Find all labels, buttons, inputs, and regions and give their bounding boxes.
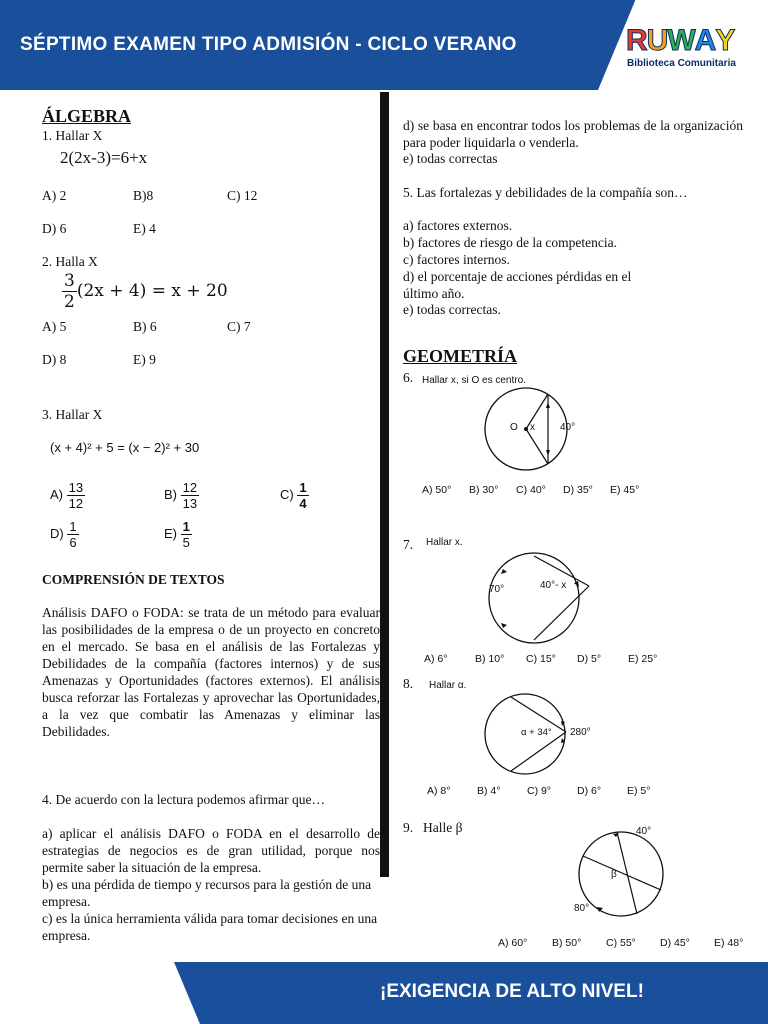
q7-circle	[489, 553, 579, 643]
q9-label-top: 40°	[636, 826, 652, 837]
ruway-logo	[626, 24, 734, 58]
q9-option-c: C) 55°	[606, 937, 636, 949]
q7-figure	[474, 548, 604, 648]
q6-center-dot	[524, 427, 528, 431]
exam-title: SÉPTIMO EXAMEN TIPO ADMISIÓN - CICLO VERANO	[20, 34, 517, 55]
q8-prompt: Hallar α.	[429, 680, 467, 691]
q3-option-c-den: 4	[299, 496, 307, 511]
q3-option-a-letter: A)	[50, 486, 63, 502]
q3-option-d-den: 6	[69, 535, 77, 550]
q9-chord-1	[583, 856, 661, 890]
q7-option-c: C) 15°	[526, 653, 556, 665]
q7-option-d: D) 5°	[577, 653, 602, 665]
reading-heading: COMPRENSIÓN DE TEXTOS	[42, 572, 225, 587]
q6-arrow-bottom	[546, 450, 550, 456]
q2-eq-numerator: 3	[64, 271, 75, 291]
q7-arrow-bottom	[501, 623, 507, 628]
logo-letter: U	[646, 24, 668, 57]
q6-radius-bottom	[526, 429, 548, 464]
footer-slogan: ¡EXIGENCIA DE ALTO NIVEL!	[380, 981, 644, 1002]
q7-number: 7.	[403, 537, 414, 552]
q2-eq-denominator: 2	[64, 292, 75, 312]
q6-option-a: A) 50°	[422, 484, 452, 496]
q3-option-b-num: 12	[182, 480, 198, 495]
q6-label-angle: 40°	[560, 422, 576, 433]
q9-options	[498, 937, 743, 949]
q1-option-e: E) 4	[133, 221, 156, 236]
q7-arrow-top	[501, 569, 507, 574]
q3-option-a-num: 13	[68, 480, 84, 495]
q9-number: 9.	[403, 820, 414, 835]
q3-equation: (x + 4)² + 5 = (x − 2)² + 30	[50, 440, 200, 455]
q2-option-b: B) 6	[133, 319, 157, 334]
q7-label-left: 70°	[489, 584, 505, 595]
q7-arrow-right	[574, 581, 579, 587]
logo-letter: W	[667, 24, 695, 57]
q7-option-a: A) 6°	[424, 653, 448, 665]
q8-option-c: C) 9°	[527, 785, 552, 797]
q1-prompt: 1. Hallar X	[42, 128, 103, 143]
q6-prompt: Hallar x, si O es centro.	[422, 375, 526, 386]
q8-option-b: B) 4°	[477, 785, 501, 797]
q6-options	[422, 484, 639, 496]
q6-label-o: O	[510, 422, 518, 433]
q3-option-b-den: 13	[182, 496, 198, 511]
q5-option-e: e) todas correctas.	[403, 302, 501, 317]
q7-label-inner: 40°- x	[540, 580, 567, 591]
logo-letter: Y	[715, 24, 735, 57]
q1-equation: 2(2x-3)=6+x	[60, 148, 148, 167]
q8-options	[427, 785, 650, 797]
logo-letter: A	[694, 24, 716, 57]
q3-prompt: 3. Hallar X	[42, 407, 103, 422]
q3-option-b-letter: B)	[164, 486, 177, 502]
q3-option-d-num: 1	[69, 519, 77, 534]
q6-number: 6.	[403, 370, 414, 385]
q1-option-c: C) 12	[227, 188, 258, 203]
q8-number: 8.	[403, 676, 414, 691]
q1-option-d: D) 6	[42, 221, 67, 236]
q8-option-e: E) 5°	[627, 785, 651, 797]
q9-label-bottom: 80°	[574, 903, 590, 914]
q8-label-inner: α + 34°	[521, 727, 552, 738]
q2-eq-rest: (2x + 4) = x + 20	[76, 281, 228, 301]
q2-equation	[62, 271, 228, 312]
q3-option-c-letter: C)	[280, 486, 294, 502]
q2-option-c: C) 7	[227, 319, 251, 334]
q9-figure	[575, 828, 675, 920]
q6-arrow-top	[546, 402, 550, 408]
q6-option-b: B) 30°	[469, 484, 499, 496]
q7-secant-bottom	[534, 586, 589, 640]
q3-option-a-den: 12	[68, 496, 84, 511]
q7-option-e: E) 25°	[628, 653, 658, 665]
q9-option-d: D) 45°	[660, 937, 690, 949]
q5-option-a: a) factores externos.	[403, 218, 513, 233]
q6-figure	[470, 384, 600, 480]
q5-prompt: 5. Las fortalezas y debilidades de la compañía son…	[403, 185, 688, 200]
q9-option-e: E) 48°	[714, 937, 744, 949]
q5-option-d-line2: último año.	[403, 286, 465, 301]
q8-option-a: A) 8°	[427, 785, 451, 797]
q7-prompt: Hallar x.	[426, 537, 463, 548]
q1-option-b: B)8	[133, 188, 154, 203]
q9-chord-2	[617, 832, 637, 914]
q4-option-d: d) se basa en encontrar todos los problemas de la organización para poder liquidarla o venderla.	[403, 118, 743, 150]
q6-option-c: C) 40°	[516, 484, 546, 496]
q3-option-b	[164, 480, 199, 511]
q5-option-d-line1: d) el porcentaje de acciones pérdidas en el	[403, 269, 632, 284]
q6-option-e: E) 45°	[610, 484, 640, 496]
q9-label-mid: β	[611, 869, 617, 880]
q6-label-x: x	[530, 422, 535, 433]
algebra-heading: ÁLGEBRA	[42, 106, 132, 126]
logo-subtitle: Biblioteca Comunitaria	[627, 58, 736, 69]
reading-passage: Análisis DAFO o FODA: se trata de un método para evaluar las posibilidades de la empresa o de un proyecto en concreto en el mercado. Se basa en el análisis de las Fortalezas y Debilidades de la compañía (factores internos) y de sus Amenazas y Oportunidades (factores externos). El análisis busca reforzar las Fortalezas y aprovechar las Oportunidades, a la vez que combatir las Amenazas y eliminar las Debilidades.	[42, 605, 380, 739]
q5-option-c: c) factores internos.	[403, 252, 510, 267]
q8-option-d: D) 6°	[577, 785, 602, 797]
q3-option-e-num: 1	[182, 519, 190, 534]
q3-option-c-num: 1	[299, 480, 307, 495]
q3-option-c	[280, 480, 309, 511]
q4-option-a: a) aplicar el análisis DAFO o FODA en el desarrollo de estrategias de negocios es de gran utilidad, porque nos permite saber la situación de la empresa.	[42, 826, 380, 875]
q2-option-a: A) 5	[42, 319, 67, 334]
q7-options	[424, 653, 657, 665]
q4-option-b: b) es una pérdida de tiempo y recursos para la gestión de una empresa.	[42, 877, 372, 909]
q7-option-b: B) 10°	[475, 653, 505, 665]
q3-option-a	[50, 480, 85, 511]
q3-option-e-den: 5	[182, 535, 190, 550]
q2-prompt: 2. Halla X	[42, 254, 98, 269]
q2-option-e: E) 9	[133, 352, 156, 367]
logo-letter: R	[626, 24, 647, 57]
q4-option-e: e) todas correctas	[403, 151, 498, 166]
q9-circle	[579, 832, 663, 916]
q5-option-b: b) factores de riesgo de la competencia.	[403, 235, 618, 250]
column-divider	[380, 92, 389, 877]
q9-option-a: A) 60°	[498, 937, 528, 949]
q3-option-e	[164, 519, 192, 550]
q9-option-b: B) 50°	[552, 937, 582, 949]
q4-option-c: c) es la única herramienta válida para tomar decisiones en una empresa.	[42, 911, 378, 943]
geometry-heading: GEOMETRÍA	[403, 346, 518, 366]
q8-label-right: 280°	[570, 727, 591, 738]
q2-option-d: D) 8	[42, 352, 67, 367]
footer-white-shape	[0, 962, 200, 1024]
q3-option-d-letter: D)	[50, 525, 64, 541]
q3-option-d	[50, 519, 79, 550]
q9-prompt: Halle β	[423, 820, 463, 835]
q3-option-e-letter: E)	[164, 525, 177, 541]
q6-option-d: D) 35°	[563, 484, 593, 496]
q1-option-a: A) 2	[42, 188, 67, 203]
q4-prompt: 4. De acuerdo con la lectura podemos afirmar que…	[42, 792, 326, 807]
